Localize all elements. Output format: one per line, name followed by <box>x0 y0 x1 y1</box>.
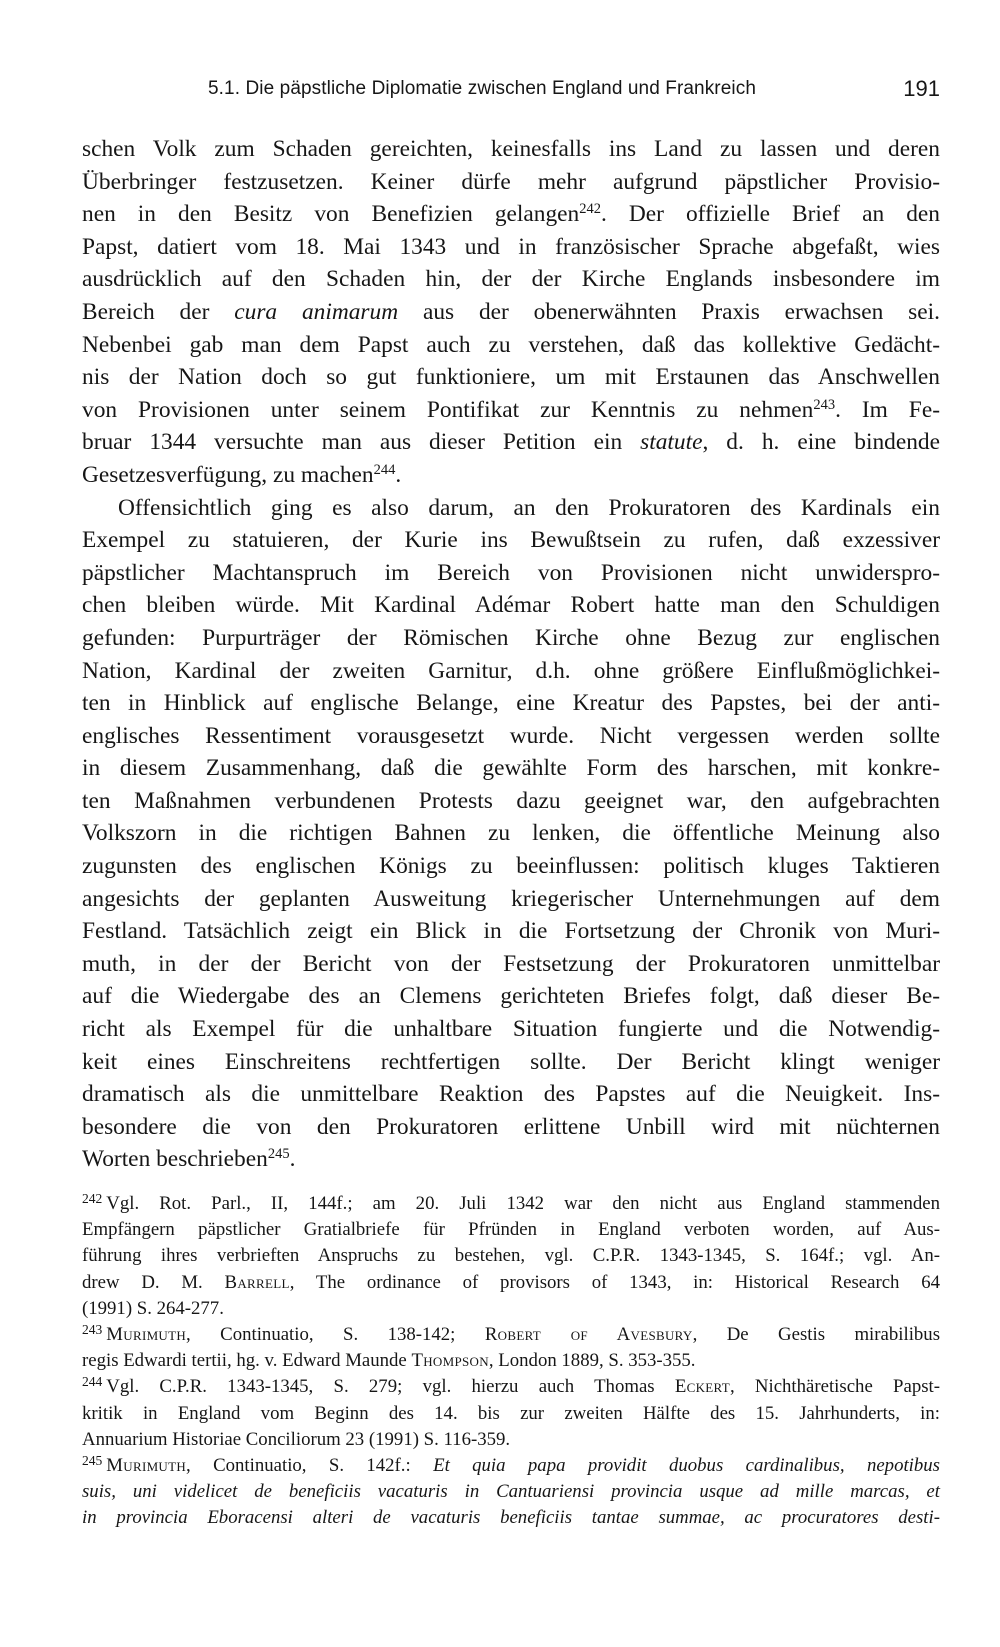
text-line: gefunden: Purpurträger der Römischen Kirche ohne Bezug zur englischen <box>82 624 940 651</box>
footnote-line <box>82 1374 940 1400</box>
text-line: Überbringer festzusetzen. Keiner dürfe mehr aufgrund päpstlicher Provisio- <box>82 168 940 195</box>
text-run: , London 1889, S. 353-355. <box>488 1350 696 1372</box>
text-line: dramatisch als die unmittelbare Reaktion des Papstes auf die Neuigkeit. Ins- <box>82 1081 940 1108</box>
footnote-ref-245: 245 <box>267 1146 290 1163</box>
main-text <box>82 133 940 1176</box>
text-run: , Continuatio, S. 142f.: <box>186 1454 434 1476</box>
text-run: . <box>289 1146 296 1173</box>
text-line: päpstlicher Machtanspruch im Bereich von Provisionen nicht unwiderspro- <box>82 559 940 586</box>
italic-term: statute <box>640 429 703 456</box>
footnote-line: Annuarium Historiae Conciliorum 23 (1991) S. 116-359. <box>82 1428 511 1450</box>
footnote-ref-244: 244 <box>373 461 396 478</box>
text-line: zugunsten des englischen Königs zu beeinflussen: politisch kluges Taktieren <box>82 853 940 880</box>
author-name: Barrell <box>224 1271 290 1293</box>
author-name: Murimuth <box>106 1323 187 1345</box>
text-line: auf die Wiedergabe des an Clemens gerichteten Briefes folgt, daß dieser Be- <box>82 983 940 1010</box>
text-run: nen in den Besitz von Benefizien gelangen <box>82 201 580 228</box>
footnote-line: kritik in England vom Beginn des 14. bis zur zweiten Hälfte des 15. Jahrhunderts, in: <box>82 1402 940 1424</box>
text-line: angesichts der geplanten Ausweitung kriegerischer Unternehmungen auf dem <box>82 885 940 912</box>
footnote-244 <box>82 1374 940 1453</box>
italic-term: cura animarum <box>234 298 399 325</box>
footnote-line <box>82 1270 940 1296</box>
footnote-242 <box>82 1191 940 1322</box>
author-name: Thompson <box>411 1350 489 1372</box>
text-line: chen bleiben würde. Mit Kardinal Adémar Robert hatte man den Schuldigen <box>82 592 940 619</box>
text-run: . <box>395 461 402 488</box>
text-line: Exempel zu statuieren, der Kurie ins Bewußtsein zu rufen, daß exzessiver <box>82 527 940 554</box>
footnote-ref-243: 243 <box>813 396 836 413</box>
footnote-line <box>82 1322 940 1348</box>
text-run: , Nichthäretische Papst- <box>729 1376 940 1398</box>
author-name: Murimuth <box>106 1454 187 1476</box>
text-run: aus der obenerwähnten Praxis erwachsen sei. <box>398 298 941 325</box>
text-line: schen Volk zum Schaden gereichten, keinesfalls ins Land zu lassen und deren <box>82 136 940 162</box>
text-run: Vgl. Rot. Parl., II, 144f.; am 20. Juli 1342 war den nicht aus England stammenden <box>106 1193 940 1214</box>
text-line: ten Maßnahmen verbundenen Protests dazu geeignet war, den aufgebrachten <box>82 787 940 814</box>
footnote-line <box>82 1191 940 1217</box>
footnote-number: 245 <box>82 1452 103 1468</box>
page-number: 191 <box>903 76 940 101</box>
author-name: Eckert <box>674 1376 730 1398</box>
footnote-line: suis, uni videlicet de beneficiis vacaturis in Cantuariensi provincia usque ad mille marcas, et <box>82 1481 940 1503</box>
text-line: Volkszorn in die richtigen Bahnen zu lenken, die öffentliche Meinung also <box>82 820 940 847</box>
text-run: drew D. M. <box>82 1271 225 1293</box>
text-line: Nation, Kardinal der zweiten Garnitur, d.h. ohne größere Einflußmöglichkei- <box>82 657 940 684</box>
text-line <box>82 426 940 459</box>
footnote-line <box>82 1348 940 1374</box>
text-run: , d. h. eine bindende <box>702 429 940 456</box>
text-run: , The ordinance of provisors of 1343, in: Historical Research 64 <box>289 1271 940 1293</box>
paragraph-2 <box>82 492 940 1176</box>
footnote-line <box>82 1453 940 1479</box>
footnotes <box>82 1191 940 1531</box>
text-line: Nebenbei gab man dem Papst auch zu verstehen, daß das kollektive Gedächt- <box>82 331 940 358</box>
text-run: . Der offizielle Brief an den <box>601 201 940 228</box>
text-line: Offensichtlich ging es also darum, an den Prokuratoren des Kardinals ein <box>118 494 940 521</box>
footnote-245 <box>82 1453 940 1532</box>
text-line: in diesem Zusammenhang, daß die gewählte Form des harschen, mit konkre- <box>82 755 940 782</box>
text-line: englisches Ressentiment vorausgesetzt wurde. Nicht vergessen werden sollte <box>82 722 940 749</box>
text-run: von Provisionen unter seinem Pontifikat zur Kenntnis zu nehmen <box>82 396 814 423</box>
footnote-line: führung ihres verbrieften Anspruchs zu bestehen, vgl. C.P.R. 1343-1345, S. 164f.; vgl. An- <box>82 1245 940 1267</box>
text-run: , De Gestis mirabilibus <box>692 1323 941 1345</box>
footnote-243 <box>82 1322 940 1374</box>
text-run: Bereich der <box>82 298 235 325</box>
text-run: . Im Fe- <box>835 396 940 423</box>
text-line: besondere die von den Prokuratoren erlittene Unbill wird mit nüchternen <box>82 1113 940 1140</box>
footnote-line: Empfängern päpstlicher Gratialbriefe für Pfründen in England verboten worden, auf Aus- <box>82 1219 940 1241</box>
footnote-ref-242: 242 <box>579 201 601 218</box>
text-line <box>82 394 940 427</box>
text-line: richt als Exempel für die unhaltbare Situation fungierte und die Notwendig- <box>82 1016 940 1043</box>
text-run: Vgl. C.P.R. 1343-1345, S. 279; vgl. hierzu auch Thomas <box>106 1376 675 1398</box>
footnote-line: in provincia Eboracensi alteri de vacaturis beneficiis tantae summae, ac procuratores desti- <box>82 1507 940 1529</box>
text-run: , Continuatio, S. 138-142; <box>186 1323 485 1345</box>
author-name: Robert of Avesbury <box>484 1323 693 1345</box>
text-line: Festland. Tatsächlich zeigt ein Blick in die Fortsetzung der Chronik von Muri- <box>82 918 940 945</box>
text-line: muth, in der der Bericht von der Festsetzung der Prokuratoren unmittelbar <box>82 950 940 977</box>
text-line <box>82 459 940 492</box>
paragraph-1 <box>82 133 940 492</box>
text-run: regis Edwardi tertii, hg. v. Edward Maunde <box>82 1350 412 1372</box>
running-head <box>82 76 940 112</box>
running-head-title: 5.1. Die päpstliche Diplomatie zwischen England und Frankreich <box>208 78 756 99</box>
latin-quote: Et quia papa providit duobus cardinalibus, nepotibus <box>433 1454 940 1476</box>
text-line: nis der Nation doch so gut funktioniere, um mit Erstaunen das Anschwellen <box>82 364 940 391</box>
text-line <box>82 296 940 329</box>
text-line <box>82 1143 940 1176</box>
footnote-number: 244 <box>82 1374 103 1390</box>
footnote-number: 243 <box>82 1321 103 1337</box>
text-run: Gesetzesverfügung, zu machen <box>82 461 374 488</box>
text-run: bruar 1344 versuchte man aus dieser Petition ein <box>82 429 641 456</box>
footnote-number: 242 <box>82 1190 103 1206</box>
text-run: Worten beschrieben <box>82 1146 268 1173</box>
text-line: ausdrücklich auf den Schaden hin, der der Kirche Englands insbesondere im <box>82 266 940 293</box>
text-line <box>82 198 940 231</box>
text-line: Papst, datiert vom 18. Mai 1343 und in französischer Sprache abgefaßt, wies <box>82 233 940 260</box>
footnote-line: (1991) S. 264-277. <box>82 1297 224 1319</box>
text-line: ten in Hinblick auf englische Belange, eine Kreatur des Papstes, bei der anti- <box>82 690 940 717</box>
text-line: keit eines Einschreitens rechtfertigen sollte. Der Bericht klingt weniger <box>82 1048 940 1075</box>
